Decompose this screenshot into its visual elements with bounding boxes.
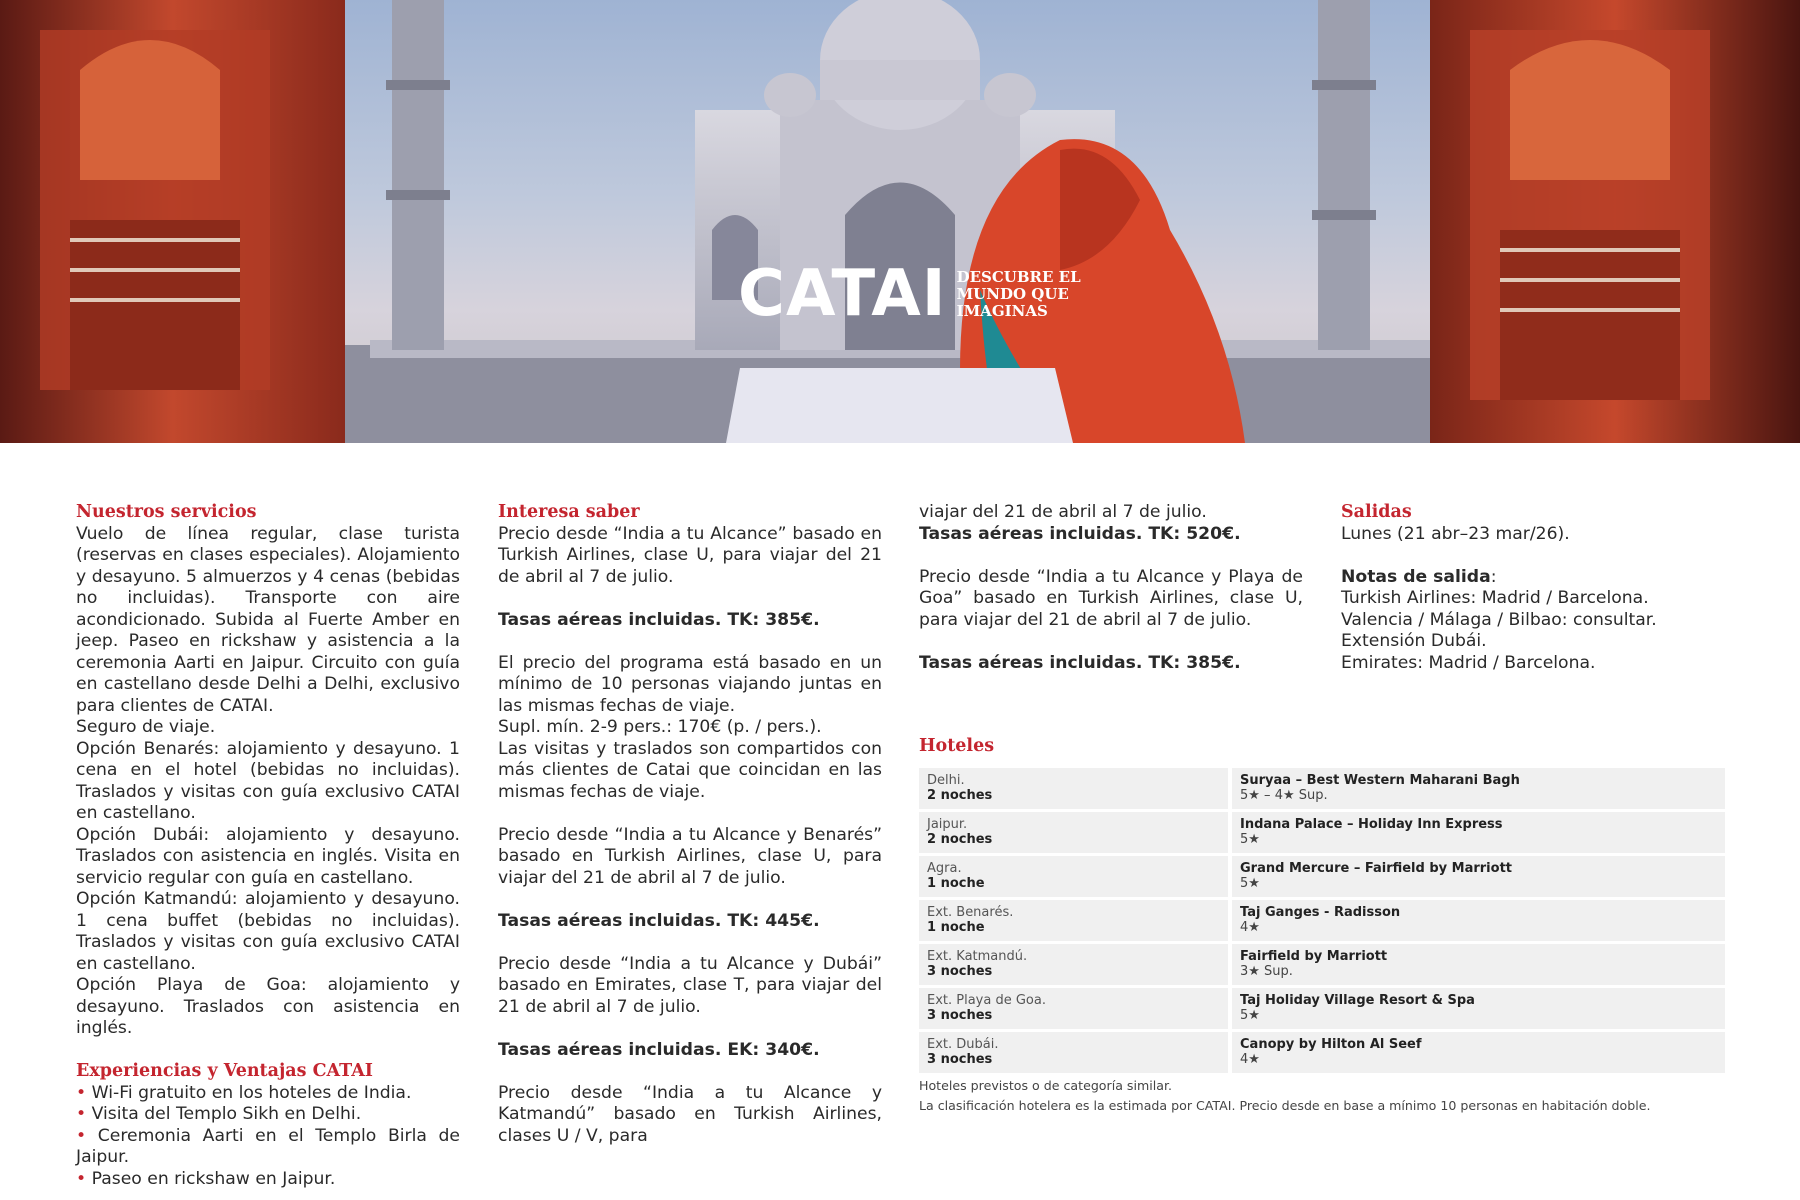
tagline-line-2: MUNDO QUE: [956, 284, 1069, 303]
hotel-city-cell: [919, 812, 1228, 853]
hotel-name: Taj Ganges - Radisson: [1240, 904, 1401, 920]
supplement-note: Supl. mín. 2-9 pers.: 170€ (p. / pers.).: [498, 717, 822, 737]
taj-mahal-illustration: [0, 0, 1800, 443]
hotel-name-cell: [1232, 1032, 1725, 1073]
hotel-name-cell: [1232, 988, 1725, 1029]
hotel-category: 5★: [1240, 832, 1260, 847]
column-interesa-saber: [498, 502, 882, 1147]
price-goa: Precio desde “India a tu Alcance y Playa de Goa” basado en Turkish Airlines, clase U, para viajar del 21 de abril al 7 de julio.: [919, 566, 1303, 630]
nights: 2 noches: [927, 832, 993, 847]
nota-item: Extensión Dubái.: [1341, 631, 1487, 651]
hotel-category: 4★: [1240, 920, 1260, 935]
hotel-name-cell: [1232, 900, 1725, 941]
price-india: Precio desde “India a tu Alcance” basado en Turkish Airlines, clase U, para viajar del 21 de abril al 7 de julio.: [498, 523, 882, 587]
servicios-text-1: Vuelo de línea regular, clase turista (reservas en clases especiales). Alojamiento y desayuno. 5 almuerzos y 4 cenas (bebidas no incluidas). Transporte con aire acondicionado. Subida al Fuerte Amber en jeep. Paseo en rickshaw y asistencia a la ceremonia Aarti en Jaipur. Circuito con guía en castellano desde Delhi a Delhi, exclusivo para clientes de CATAI.: [76, 523, 460, 716]
price-katmandu: Precio desde “India a tu Alcance y Katmandú” basado en Turkish Airlines, clases U / V, para: [498, 1082, 882, 1146]
experiencia-item: • Wi-Fi gratuito en los hoteles de India.: [76, 1083, 460, 1105]
servicios-text-3: Opción Benarés: alojamiento y desayuno. 1 cena en el hotel (bebidas no incluidas). Traslados y visitas con guía exclusivo CATAI en castellano.: [76, 738, 460, 823]
notas-title: Notas de salida: [1341, 566, 1491, 587]
hotel-category: 3★ Sup.: [1240, 964, 1293, 979]
hotel-category: 5★ – 4★ Sup.: [1240, 788, 1328, 803]
nota-item: Turkish Airlines: Madrid / Barcelona.: [1341, 588, 1649, 608]
servicios-text-6: Opción Playa de Goa: alojamiento y desayuno. Traslados con asistencia en inglés.: [76, 975, 460, 1038]
price-katmandu-cont: viajar del 21 de abril al 7 de julio.: [919, 502, 1207, 522]
hotel-name: Suryaa – Best Western Maharani Bagh: [1240, 772, 1520, 788]
hotel-category: 4★: [1240, 1052, 1260, 1067]
nights: 3 noches: [927, 964, 993, 979]
hotels-note-2: La clasificación hotelera es la estimada por CATAI. Precio desde en base a mínimo 10 personas en habitación doble.: [919, 1097, 1651, 1113]
experiencia-item: • Paseo en rickshaw en Jaipur.: [76, 1169, 460, 1191]
table-row: [919, 900, 1725, 941]
hotels-note-1: Hoteles previstos o de categoría similar.: [919, 1077, 1172, 1093]
nights: 2 noches: [927, 788, 993, 803]
servicios-heading: Nuestros servicios: [76, 502, 257, 522]
interesa-heading: Interesa saber: [498, 502, 640, 522]
logo-tagline: [957, 269, 1081, 320]
tax-india: Tasas aéreas incluidas. TK: 385€.: [498, 609, 820, 630]
servicios-text-4: Opción Dubái: alojamiento y desayuno. Traslados con asistencia en inglés. Visita en servicio regular con guía en castellano.: [76, 824, 460, 888]
city-name: Agra.: [927, 860, 962, 876]
city-name: Ext. Katmandú.: [927, 948, 1028, 964]
table-row: [919, 1032, 1725, 1073]
hotel-name: Taj Holiday Village Resort & Spa: [1240, 992, 1475, 1008]
column-interesa-cont: [919, 502, 1303, 674]
tax-katmandu: Tasas aéreas incluidas. TK: 520€.: [919, 523, 1241, 544]
experiencias-heading: Experiencias y Ventajas CATAI: [76, 1061, 373, 1081]
city-name: Delhi.: [927, 772, 965, 788]
hotel-city-cell: [919, 988, 1228, 1029]
price-benares: Precio desde “India a tu Alcance y Benarés” basado en Turkish Airlines, clase U, para viajar del 21 de abril al 7 de julio.: [498, 824, 882, 888]
tagline-line-3: IMAGINAS: [956, 301, 1048, 320]
table-row: [919, 768, 1725, 809]
notas-colon: :: [1490, 566, 1497, 587]
city-name: Ext. Benarés.: [927, 904, 1014, 920]
hotel-name: Indana Palace – Holiday Inn Express: [1240, 816, 1503, 832]
experiencia-item: • Ceremonia Aarti en el Templo Birla de Jaipur.: [76, 1126, 460, 1169]
city-name: Jaipur.: [927, 816, 968, 832]
experiencia-item: • Visita del Templo Sikh en Delhi.: [76, 1104, 460, 1126]
hotel-name-cell: [1232, 856, 1725, 897]
nights: 1 noche: [927, 920, 985, 935]
hotels-section: [919, 736, 1725, 1115]
tax-dubai: Tasas aéreas incluidas. EK: 340€.: [498, 1039, 820, 1060]
hotel-city-cell: [919, 1032, 1228, 1073]
hotel-name: Canopy by Hilton Al Seef: [1240, 1036, 1422, 1052]
min-persons-note: El precio del programa está basado en un mínimo de 10 personas viajando juntas en las mismas fechas de viaje.: [498, 652, 882, 716]
shared-visits-note: Las visitas y traslados son compartidos con más clientes de Catai que coincidan en las mismas fechas de viaje.: [498, 738, 882, 802]
nights: 3 noches: [927, 1008, 993, 1023]
tax-benares: Tasas aéreas incluidas. TK: 445€.: [498, 910, 820, 931]
table-row: [919, 988, 1725, 1029]
hotel-city-cell: [919, 856, 1228, 897]
servicios-text-2: Seguro de viaje.: [76, 717, 216, 737]
tax-goa: Tasas aéreas incluidas. TK: 385€.: [919, 652, 1241, 673]
salidas-text: Lunes (21 abr–23 mar/26).: [1341, 523, 1570, 544]
table-row: [919, 856, 1725, 897]
hotel-city-cell: [919, 900, 1228, 941]
hotel-name-cell: [1232, 812, 1725, 853]
notas-heading: [1341, 567, 1741, 589]
column-servicios: [76, 502, 460, 1190]
price-dubai: Precio desde “India a tu Alcance y Dubái” basado en Emirates, clase T, para viajar del 21 de abril al 7 de julio.: [498, 953, 882, 1017]
servicios-text-5: Opción Katmandú: alojamiento y desayuno. 1 cena buffet (bebidas no incluidas). Traslados y visitas con guía exclusivo CATAI en castellano.: [76, 889, 460, 974]
nota-item: Emirates: Madrid / Barcelona.: [1341, 652, 1596, 673]
tagline-line-1: DESCUBRE EL: [956, 267, 1081, 286]
hoteles-heading: Hoteles: [919, 736, 995, 756]
table-row: [919, 812, 1725, 853]
column-salidas: [1341, 502, 1741, 674]
city-name: Ext. Playa de Goa.: [927, 992, 1046, 1008]
city-name: Ext. Dubái.: [927, 1036, 999, 1052]
nights: 1 noche: [927, 876, 985, 891]
logo-word: CATAI: [738, 257, 947, 331]
hotel-category: 5★: [1240, 1008, 1260, 1023]
hotel-name-cell: [1232, 944, 1725, 985]
hotel-name: Grand Mercure – Fairfield by Marriott: [1240, 860, 1512, 876]
nota-item: Valencia / Málaga / Bilbao: consultar.: [1341, 609, 1657, 630]
hero-image: [0, 0, 1800, 443]
hotel-category: 5★: [1240, 876, 1260, 891]
hotel-city-cell: [919, 768, 1228, 809]
table-row: [919, 944, 1725, 985]
hotel-name-cell: [1232, 768, 1725, 809]
salidas-heading: Salidas: [1341, 502, 1412, 522]
catai-logo: [738, 257, 1081, 331]
nights: 3 noches: [927, 1052, 993, 1067]
hotel-city-cell: [919, 944, 1228, 985]
hotel-name: Fairfield by Marriott: [1240, 948, 1388, 964]
